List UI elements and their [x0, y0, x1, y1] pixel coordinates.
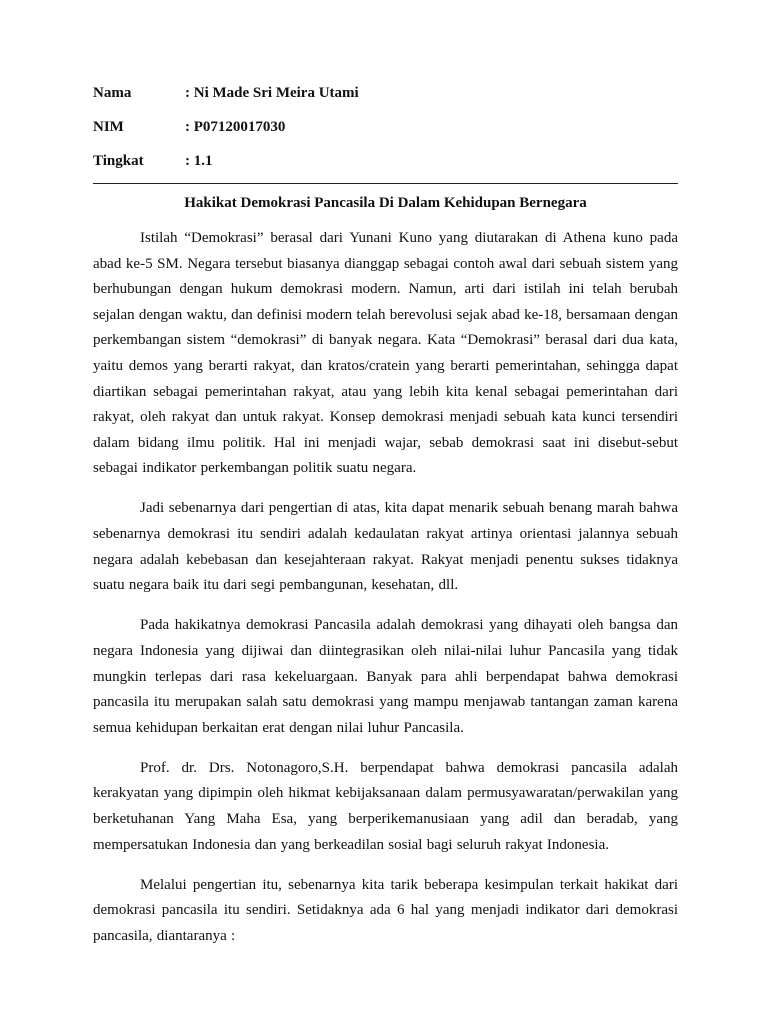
document-body [93, 226, 678, 964]
paragraph-5: Melalui pengertian itu, sebenarnya kita tarik beberapa kesimpulan terkait hakikat dari demokrasi pancasila itu sendiri. Setidaknya ada 6 hal yang menjadi indikator dari demokrasi pancasila, diantaranya : [93, 876, 678, 944]
paragraph-4: Prof. dr. Drs. Notonagoro,S.H. berpendapat bahwa demokrasi pancasila adalah kerakyatan yang dipimpin oleh hikmat kebijaksanaan dalam permusyawaratan/perwakilan yang berketuhanan Yang Maha Esa, yang berperikemanusiaan yang adil dan beradab, yang mempersatukan Indonesia dan yang berkeadilan sosial bagi seluruh rakyat Indonesia. [93, 759, 678, 853]
paragraph-2: Jadi sebenarnya dari pengertian di atas, kita dapat menarik sebuah benang marah bahwa sebenarnya demokrasi itu sendiri adalah kedaulatan rakyat artinya orientasi jalannya sebuah negara adalah kebebasan dan kesejahteraan rakyat. Rakyat menjadi penentu sukses tidaknya suatu negara baik itu dari segi pembangunan, kesehatan, dll. [93, 500, 678, 594]
tingkat-value: : 1.1 [185, 153, 213, 169]
paragraph-3: Pada hakikatnya demokrasi Pancasila adalah demokrasi yang dihayati oleh bangsa dan negara Indonesia yang dijiwai dan diintegrasikan oleh nilai-nilai luhur Pancasila yang tidak mungkin terlepas dari rasa kekeluargaan. Banyak para ahli berpendapat bahwa demokrasi pancasila itu merupakan salah satu demokrasi yang mampu menjawab tantangan zaman karena semua kehidupan berkaitan erat dengan nilai luhur Pancasila. [93, 617, 678, 736]
nama-value: : Ni Made Sri Meira Utami [185, 85, 359, 101]
document-title: Hakikat Demokrasi Pancasila Di Dalam Kehidupan Bernegara [184, 195, 587, 211]
nama-row [93, 84, 678, 103]
document-page [93, 84, 678, 944]
nim-value: : P07120017030 [185, 119, 286, 135]
student-info [93, 84, 678, 171]
nim-label: NIM [93, 119, 124, 135]
tingkat-row [93, 152, 678, 171]
header-divider [93, 183, 678, 184]
paragraph-1: Istilah “Demokrasi” berasal dari Yunani Kuno yang diutarakan di Athena kuno pada abad ke-5 SM. Negara tersebut biasanya dianggap sebagai contoh awal dari sebuah sistem yang berhubungan dengan hukum demokrasi modern. Namun, arti dari istilah ini telah berubah sejalan dengan waktu, dan definisi modern telah berevolusi sejak abad ke-18, bersamaan dengan perkembangan sistem “demokrasi” di banyak negara. Kata “Demokrasi” berasal dari dua kata, yaitu demos yang berarti rakyat, dan kratos/cratein yang berarti pemerintahan, sehingga dapat diartikan sebagai pemerintahan rakyat, atau yang lebih kita kenal sebagai pemerintahan dari rakyat, oleh rakyat dan untuk rakyat. Konsep demokrasi menjadi sebuah kata kunci tersendiri dalam bidang ilmu politik. Hal ini menjadi wajar, sebab demokrasi saat ini disebut-sebut sebagai indikator perkembangan politik suatu negara. [93, 230, 678, 477]
nama-label: Nama [93, 85, 132, 101]
tingkat-label: Tingkat [93, 153, 144, 169]
nim-row [93, 118, 678, 137]
